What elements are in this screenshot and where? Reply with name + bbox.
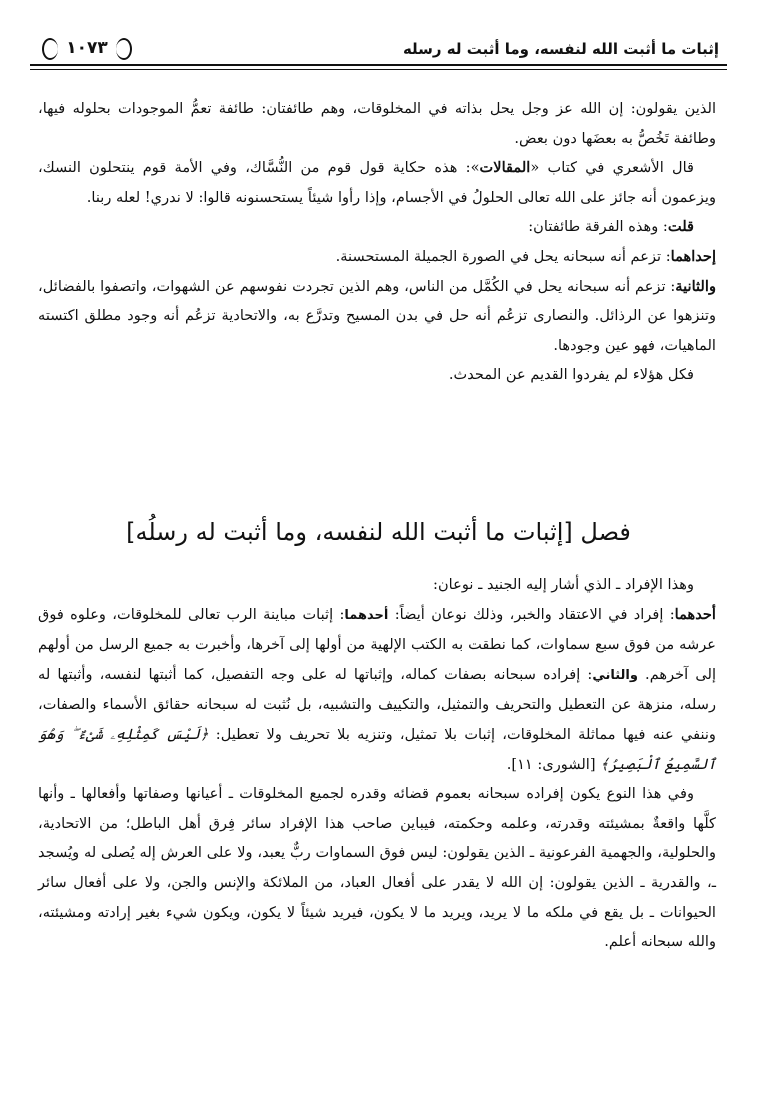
header-rule <box>30 64 727 66</box>
paragraph: وفي هذا النوع يكون إفراده سبحانه بعموم قضائه وقدره لجميع المخلوقات ـ أعيانها وصفاتها وأفعالها ـ وأنها كلَّها واقعةٌ بمشيئته وقدرته، وعلمه وحكمته، فيباين صاحب هذا الإفراد سائر فِرق أهل الباطل؛ من الاتحادية، والحلولية، والجهمية الفرعونية ـ الذين يقولون: ليس فوق السماوات ربٌّ يعبد، ولا على العرش إله يُصلى له ويُسجد ـ، والقدرية ـ الذين يقولون: إن الله لا يقدر على أفعال العباد، من الملائكة والإنس والجن، ولا على أفعال سائر الحيوانات ـ بل يقع في ملكه ما لا يريد، ويريد ما لا يكون، فيريد شيئاً لا يكون، ويكون شيء بغير إرادته ومشيئته، والله سبحانه أعلم. <box>38 785 716 951</box>
paragraph: أحدهما: إفراد في الاعتقاد والخبر، وذلك نوعان أيضاً: أحدهما: إثبات مباينة الرب تعالى للمخلوقات، وعلوه فوق عرشه من فوق سبع سماوات، كما نطقت به الكتب الإلهية من أولها إلى آخرها، وأخبرت به جميع الرسل من أولهم إلى آخرهم. والثاني: إفراده سبحانه بصفات كماله، وإثباتها له على وجه التفصيل، كما أثبتها لنفسه، وأثبتها له رسله، منزهة عن التعطيل والتحريف والتمثيل، والتكييف والتشبيه، بل نُثبت له سبحانه حقائق الأسماء والصفات، وننفي عنه فيها مماثلة المخلوقات، إثبات بلا تمثيل، وتنزيه بلا تحريف ولا تعطيل: ﴿لَيْسَ كَمِثْلِهِۦ شَىْءٌ ۖ وَهُوَ ٱلسَّمِيعُ ٱلْبَصِيرُ﴾ [الشورى: ١١]. <box>38 605 716 773</box>
paragraph: إحداهما: تزعم أنه سبحانه يحل في الصورة الجميلة المستحسنة. <box>335 247 716 265</box>
paragraph: والثانية: تزعم أنه سبحانه يحل في الكُمَّل من الناس، وهم الذين تجردت نفوسهم عن الشهوات، واتصفوا بالفضائل، وتنزهوا عن الرذائل. والنصارى تزعُم أنه حل في بدن المسيح وتدرَّع به، والاتحادية تزعُم أنه وجود مطلق اكتسته الماهيات، فهو عين وجودها. <box>38 277 716 354</box>
keyword: والثانية <box>675 277 716 295</box>
keyword: إحداهما <box>670 247 716 265</box>
paragraph: وهذا الإفراد ـ الذي أشار إليه الجنيد ـ نوعان: <box>433 576 694 593</box>
paragraph: قلت: وهذه الفرقة طائفتان: <box>528 218 694 236</box>
keyword: قلت <box>667 218 694 236</box>
keyword: أحدهما <box>344 607 389 623</box>
quran-verse: ﴿لَيْسَ كَمِثْلِهِۦ شَىْءٌ ۖ وَهُوَ ٱلسَّمِيعُ ٱلْبَصِيرُ﴾ <box>38 725 716 773</box>
keyword: والثاني <box>592 667 638 683</box>
paragraph: الذين يقولون: إن الله عز وجل يحل بذاته في المخلوقات، وهم طائفتان: طائفة تعمُّ الموجودات بحلوله فيها، وطائفة تَخُصُّ به بعضَها دون بعض. <box>38 100 716 147</box>
running-title: إثبات ما أثبت الله لنفسه، وما أثبت له رسله <box>402 40 719 58</box>
page-number: ١٠٧٣ <box>44 36 130 60</box>
page-header <box>30 30 727 70</box>
body-text-section-2 <box>38 570 716 957</box>
header-rule-thin <box>30 69 727 70</box>
book-title: المقالات <box>479 159 531 177</box>
section-heading: فصل [إثبات ما أثبت الله لنفسه، وما أثبت له رسلُه] <box>126 518 631 546</box>
paragraph: فكل هؤلاء لم يفردوا القديم عن المحدث. <box>448 366 694 384</box>
body-text-section-1 <box>38 94 716 390</box>
paragraph: قال الأشعري في كتاب «المقالات»: هذه حكاية قول قوم من النُّسَّاك، وفي الأمة قوم ينتحلون النسك، ويزعمون أنه جائز على الله تعالى الحلولُ في الأجسام، وإذا رأوا شيئاً يستحسنونه قالوا: لا ندري! لعله ربنا. <box>38 159 716 206</box>
verse-reference: [الشورى: ١١]. <box>506 755 601 773</box>
keyword: أحدهما <box>674 605 716 623</box>
